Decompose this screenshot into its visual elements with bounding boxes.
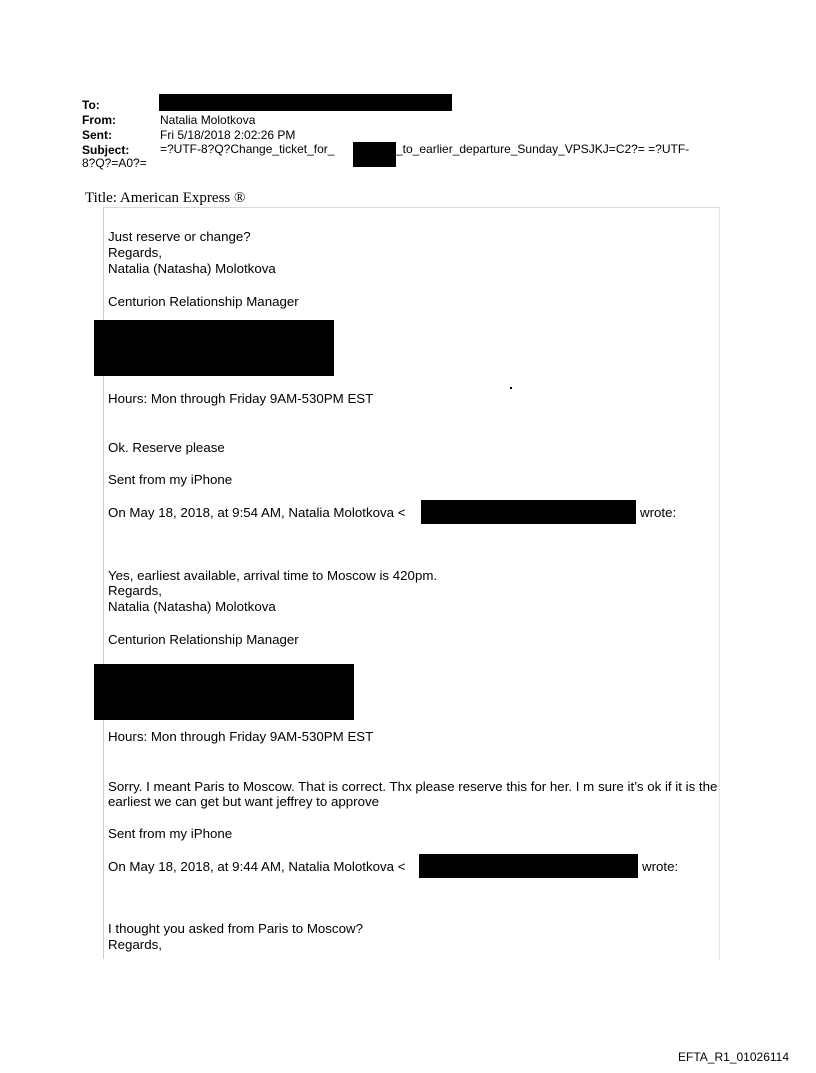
m1-hours: Hours: Mon through Friday 9AM-530PM EST [108, 391, 374, 406]
subject-label: Subject: [82, 143, 130, 157]
m4-text: Sorry. I meant Paris to Moscow. That is correct. Thx please reserve this for her. I m sure it’s ok if it is the earliest we can get but want jeffrey to approve [108, 779, 718, 809]
sent-value: Fri 5/18/2018 2:02:26 PM [160, 128, 296, 142]
m3-role: Centurion Relationship Manager [108, 632, 299, 647]
redaction-signature-1 [94, 320, 334, 376]
sent-label: Sent: [82, 128, 112, 142]
redaction-email-1 [421, 500, 636, 524]
m5-line2: Regards, [108, 937, 162, 952]
m3-line3: Natalia (Natasha) Molotkova [108, 599, 276, 614]
redaction-to [159, 94, 452, 111]
m5-line1: I thought you asked from Paris to Moscow? [108, 921, 363, 936]
to-label: To: [82, 98, 100, 112]
m3-line1: Yes, earliest available, arrival time to Moscow is 420pm. [108, 568, 438, 583]
subject-part2: _to_earlier_departure_Sunday_VPSJKJ=C2?= =?UTF- [396, 142, 690, 156]
stray-dot [510, 387, 512, 389]
m3-hours: Hours: Mon through Friday 9AM-530PM EST [108, 729, 374, 744]
document-id: EFTA_R1_01026114 [678, 1050, 789, 1064]
m4-sent: Sent from my iPhone [108, 826, 233, 841]
m2-text: Ok. Reserve please [108, 440, 225, 455]
subject-part1: =?UTF-8?Q?Change_ticket_for_ [160, 142, 335, 156]
m1-line3: Natalia (Natasha) Molotkova [108, 261, 276, 276]
m2-quote-prefix: On May 18, 2018, at 9:54 AM, Natalia Molotkova < [108, 505, 406, 520]
m4-quote-suffix: wrote: [642, 859, 679, 874]
from-value: Natalia Molotkova [160, 113, 256, 127]
redaction-subject [353, 142, 396, 167]
redaction-email-2 [419, 854, 638, 878]
subject-line2: 8?Q?=A0?= [82, 156, 147, 170]
m1-line1: Just reserve or change? [108, 229, 251, 244]
redaction-signature-2 [94, 664, 354, 720]
message-frame-top [103, 207, 720, 208]
m3-line2: Regards, [108, 583, 162, 598]
m4-quote-prefix: On May 18, 2018, at 9:44 AM, Natalia Molotkova < [108, 859, 406, 874]
m2-quote-suffix: wrote: [640, 505, 677, 520]
message-frame-right [719, 207, 720, 959]
m1-role: Centurion Relationship Manager [108, 294, 299, 309]
page-title: Title: American Express ® [85, 190, 246, 206]
m2-sent: Sent from my iPhone [108, 472, 233, 487]
from-label: From: [82, 113, 116, 127]
m1-line2: Regards, [108, 245, 162, 260]
